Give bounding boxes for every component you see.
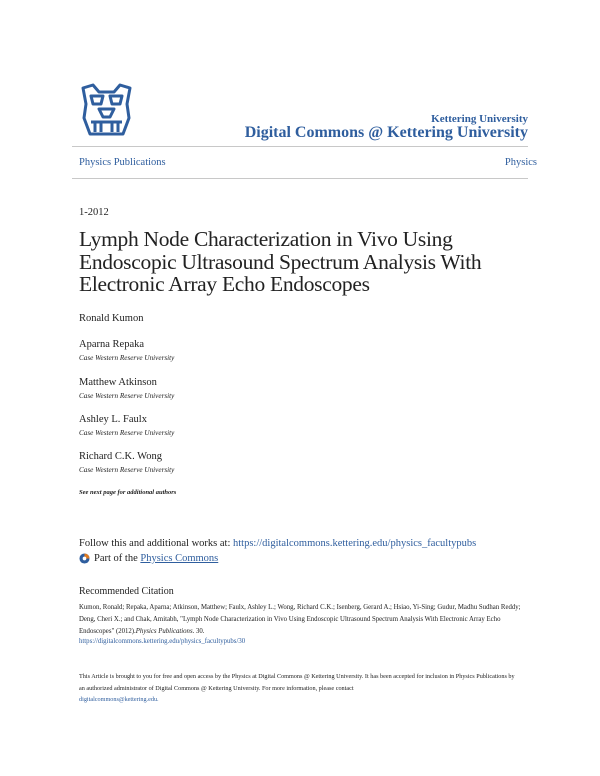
citation-text [79,602,521,638]
physics-commons-link[interactable]: Physics Commons [140,553,219,564]
citation-main: Kumon, Ronald; Repaka, Aparna; Atkinson, Matthew; Faulx, Ashley L.; Wong, Richard C.K.; Isenberg, Gerard A.; Hsiao, Yi-Sing; Gudur, Madhu Sudhan Reddy; Deng, Cheri X.; and Chak, Amitabh, "Lymph Node Characterization in Vivo Using Endoscopic Ultrasound Spectrum Analysis With Electronic Array Echo Endoscopes" (2012). [79,604,521,635]
recommended-citation-heading: Recommended Citation [79,586,174,597]
follow-line [79,538,476,549]
author-name: Aparna Repaka [79,339,145,350]
part-of-line [79,553,218,564]
author-affiliation: Case Western Reserve University [79,354,175,362]
author-name: Richard C.K. Wong [79,451,162,462]
author-name: Ashley L. Faulx [79,414,147,425]
header-divider [72,146,528,147]
access-notice-text: This Article is brought to you for free and open access by the Physics at Digital Commons @ Kettering University. It has been accepted for inclusion in Physics Publications by an authorized administrator of Digital Commons @ Kettering University. For more information, please contact [79,673,515,692]
bulldog-logo-icon [79,82,134,137]
breadcrumb-divider [72,178,528,179]
citation-tail: . 30. [192,628,205,635]
bepress-icon [79,553,90,564]
breadcrumb-department[interactable]: Physics [504,157,537,168]
author-name: Ronald Kumon [79,313,144,324]
citation-url-link[interactable]: https://digitalcommons.kettering.edu/physics_facultypubs/30 [79,638,246,645]
access-notice [79,671,521,706]
citation-journal: Physics Publications [135,628,193,635]
collection-url-link[interactable]: https://digitalcommons.kettering.edu/physics_facultypubs [233,538,477,549]
author-affiliation: Case Western Reserve University [79,392,175,400]
article-title: Lymph Node Characterization in Vivo Using Endoscopic Ultrasound Spectrum Analysis With Electronic Array Echo Endoscopes [79,227,482,296]
more-authors-note: See next page for additional authors [79,489,177,496]
repository-name[interactable]: Digital Commons @ Kettering University [244,124,528,141]
institution-name[interactable]: Kettering University [431,113,528,125]
author-affiliation: Case Western Reserve University [79,429,175,437]
author-affiliation: Case Western Reserve University [79,466,175,474]
contact-email-link[interactable]: digitalcommons@kettering.edu. [79,696,159,703]
author-name: Matthew Atkinson [79,377,157,388]
follow-prefix: Follow this and additional works at: [79,538,233,549]
part-of-prefix: Part of the [94,553,138,564]
publication-date: 1-2012 [79,207,109,218]
breadcrumb-collection[interactable]: Physics Publications [79,157,166,168]
